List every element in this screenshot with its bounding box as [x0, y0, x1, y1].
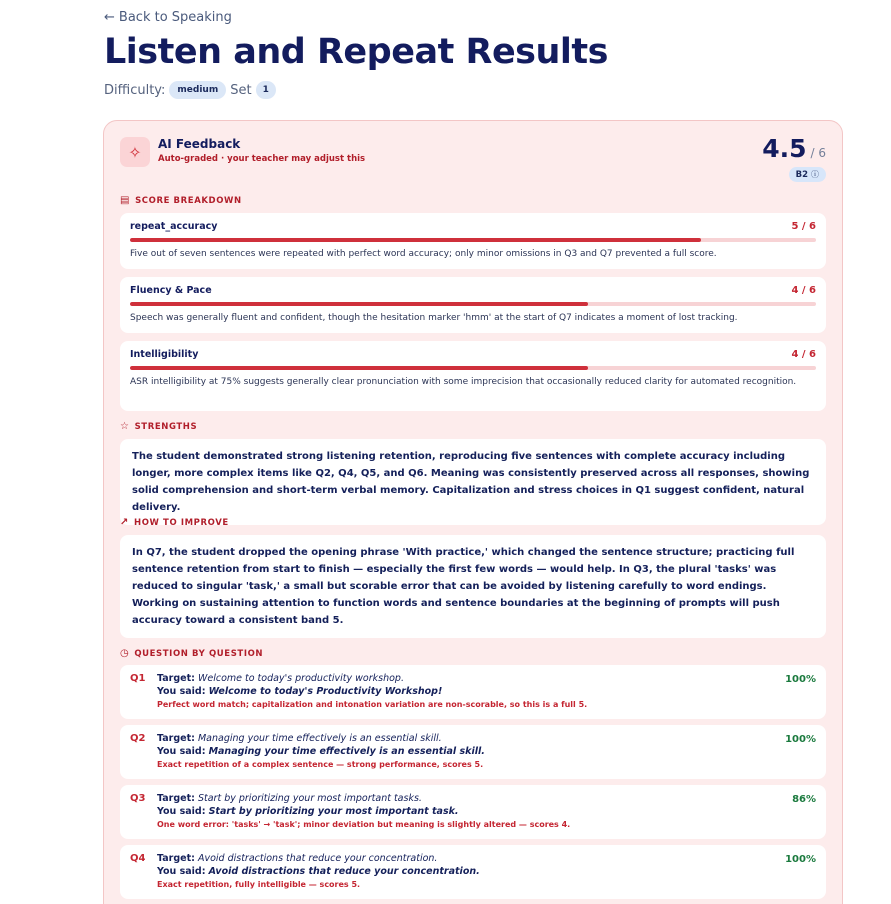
page-title: Listen and Repeat Results [104, 32, 608, 72]
difficulty-label: Difficulty: [104, 82, 166, 98]
question-percent: 100% [785, 854, 816, 865]
criterion-bar-fill [130, 238, 701, 242]
target-label: Target: [157, 733, 195, 744]
question-number: Q1 [130, 673, 146, 684]
back-link[interactable] [104, 10, 232, 25]
improve-heading [120, 517, 229, 528]
question-note: Exact repetition of a complex sentence — strong performance, scores 5. [157, 760, 484, 769]
question-note: Exact repetition, fully intelligible — scores 5. [157, 880, 361, 889]
question-number: Q2 [130, 733, 146, 744]
criterion-card [120, 213, 826, 269]
criterion-name: Fluency & Pace [130, 285, 212, 296]
level-label: B2 [795, 169, 808, 180]
question-number: Q4 [130, 853, 146, 864]
difficulty-row [104, 81, 276, 99]
target-text: Welcome to today's productivity workshop. [197, 673, 404, 684]
question-row [120, 725, 826, 779]
trending-up-icon: ↗ [120, 517, 129, 528]
said-label: You said: [157, 866, 206, 877]
question-row [120, 785, 826, 839]
question-percent: 100% [785, 734, 816, 745]
target-label: Target: [157, 673, 195, 684]
criterion-description: ASR intelligibility at 75% suggests generally clear pronunciation with some imprecision that occasionally reduced clarity for automated recognition. [130, 377, 797, 387]
criterion-card [120, 277, 826, 333]
target-text: Avoid distractions that reduce your concentration. [197, 853, 438, 864]
criterion-bar [130, 302, 816, 306]
feedback-title: AI Feedback [158, 137, 241, 151]
section-title: HOW TO IMPROVE [133, 517, 229, 528]
question-percent: 100% [785, 674, 816, 685]
feedback-subtitle: Auto-graded · your teacher may adjust this [158, 154, 366, 164]
criterion-score: 4 / 6 [791, 285, 816, 296]
strengths-heading [120, 421, 197, 432]
criterion-score: 4 / 6 [791, 349, 816, 360]
question-note: Perfect word match; capitalization and intonation variation are non-scorable, so this is a full 5. [157, 700, 588, 709]
target-label: Target: [157, 853, 195, 864]
set-label: Set [230, 82, 252, 98]
said-text: Avoid distractions that reduce your concentration. [208, 866, 480, 877]
said-label: You said: [157, 806, 206, 817]
improve-text: In Q7, the student dropped the opening phrase 'With practice,' which changed the sentence structure; practicing full sentence retention from start to finish — especially the first few words — would help. In Q3, the plural 'tasks' was reduced to singular 'task,' a small but scorable error that can be avoided by listening carefully to word endings. Working on sustaining attention to function words and sentence boundaries at the beginning of prompts will push accuracy toward a consistent band 5. [132, 547, 795, 626]
section-title: SCORE BREAKDOWN [135, 195, 242, 206]
said-text: Welcome to today's Productivity Workshop! [208, 686, 443, 697]
said-label: You said: [157, 746, 206, 757]
ai-feedback-card [103, 120, 843, 904]
criterion-bar [130, 366, 816, 370]
question-percent: 86% [792, 794, 816, 805]
said-text: Managing your time effectively is an essential skill. [208, 746, 485, 757]
criterion-name: Intelligibility [130, 349, 199, 360]
section-title: STRENGTHS [134, 421, 198, 432]
said-label: You said: [157, 686, 206, 697]
improve-box [120, 535, 826, 638]
back-label: Back to Speaking [118, 10, 232, 25]
criterion-bar-fill [130, 302, 588, 306]
criterion-name: repeat_accuracy [130, 221, 218, 232]
document-icon: ▤ [120, 195, 131, 206]
said-text: Start by prioritizing your most important task. [208, 806, 459, 817]
question-row [120, 845, 826, 899]
strengths-text: The student demonstrated strong listening retention, reproducing five sentences with complete accuracy including longer, more complex items like Q2, Q4, Q5, and Q6. Meaning was consistently preserved across all responses, showing solid comprehension and short-term verbal memory. Capitalization and stress choices in Q1 suggest confident, natural delivery. [132, 451, 810, 513]
criterion-score: 5 / 6 [791, 221, 816, 232]
score-value: 4.5 [762, 134, 807, 163]
target-label: Target: [157, 793, 195, 804]
info-icon: ⓘ [811, 170, 819, 179]
sparkle-icon: ✧ [120, 137, 150, 167]
overall-score [762, 134, 826, 163]
questions-heading [120, 648, 263, 659]
criterion-description: Five out of seven sentences were repeated with perfect word accuracy; only minor omissions in Q3 and Q7 prevented a full score. [130, 249, 717, 259]
set-badge: 1 [256, 81, 276, 99]
criterion-bar-fill [130, 366, 588, 370]
question-number: Q3 [130, 793, 146, 804]
question-row [120, 665, 826, 719]
score-max: / 6 [810, 146, 826, 160]
target-text: Start by prioritizing your most important tasks. [197, 793, 422, 804]
question-note: One word error: 'tasks' → 'task'; minor deviation but meaning is slightly altered — scores 4. [157, 820, 571, 829]
criterion-card [120, 341, 826, 411]
level-badge[interactable] [789, 167, 826, 182]
criterion-description: Speech was generally fluent and confident, though the hesitation marker 'hmm' at the start of Q7 indicates a moment of lost tracking. [130, 313, 738, 323]
strengths-box [120, 439, 826, 525]
difficulty-badge: medium [169, 81, 226, 99]
score-breakdown-heading [120, 195, 242, 206]
criterion-bar [130, 238, 816, 242]
star-icon: ☆ [120, 421, 130, 432]
clock-icon: ◷ [120, 648, 130, 659]
section-title: QUESTION BY QUESTION [134, 648, 264, 659]
target-text: Managing your time effectively is an essential skill. [197, 733, 442, 744]
arrow-left-icon: ← [104, 10, 115, 25]
